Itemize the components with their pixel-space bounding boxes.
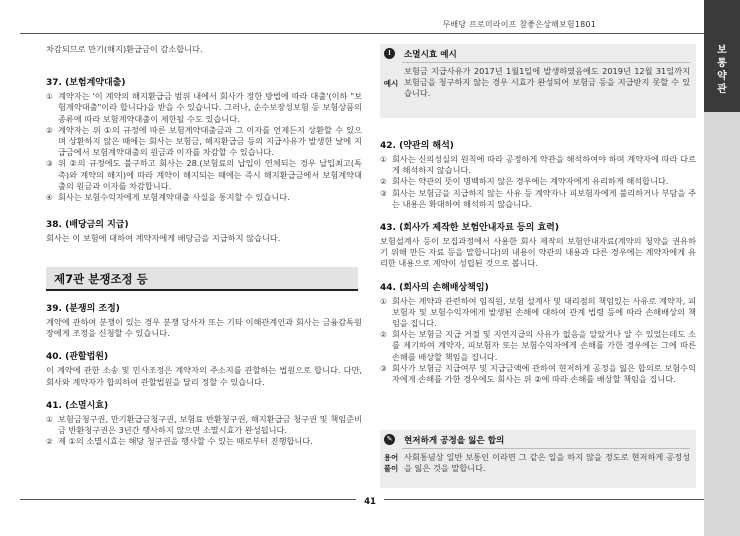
chapter-heading bbox=[46, 267, 358, 291]
page-header bbox=[20, 14, 704, 34]
side-margin-bar bbox=[704, 112, 740, 536]
article-title: 44. (회사의 손해배상책임) bbox=[380, 282, 489, 293]
intro-text: 차감되므로 만기(해지)환급금이 감소합니다. bbox=[46, 44, 203, 54]
clause: ③ 회사는 보험금을 지급하지 않는 사유 등 계약자나 피보험자에게 불리하거나 부담을 주는 내용은 확대하여 해석하지 않습니다. bbox=[380, 187, 696, 209]
clause: ③ 위 ②의 규정에도 불구하고 회사는 28.(보험료의 납입이 연체되는 경우 납입최고(독촉)와 계약의 해지)에 따라 계약이 해지되는 때에는 즉시 해지환급금에서 보험계약대출의 원금과 이자를 차감합니다. bbox=[46, 158, 362, 191]
section-tab-label: 보 통 약 관 bbox=[717, 45, 727, 95]
article-text: 회사는 이 보험에 대하여 계약자에게 배당금을 지급하지 않습니다. bbox=[46, 233, 281, 244]
clause: ① 보험금청구권, 만기환급금청구권, 보험료 반환청구권, 해지환급금 청구권 및 책임준비금 반환청구권은 3년간 행사하지 않으면 소멸시효가 완성됩니다. bbox=[46, 413, 362, 436]
pencil-icon: ✎ bbox=[384, 434, 395, 445]
article-38 bbox=[46, 217, 362, 244]
article-text: 보험설계사 등이 모집과정에서 사용한 회사 제작의 보험안내자료(계약의 청약을 권유하기 위해 만든 자료 등을 말합니다)의 내용이 약관의 내용과 다른 경우에는 계약자에게 유리한 내용으로 계약이 성립된 것으로 봅니다. bbox=[380, 236, 696, 269]
box-divider bbox=[402, 62, 690, 63]
article-title: 43. (회사가 제작한 보험안내자료 등의 효력) bbox=[380, 223, 559, 234]
box-text: 사회통념상 일반 보통인 이라면 그 같은 일을 하지 않을 정도로 현저하게 공정성을 잃은 것을 말합니다. bbox=[404, 452, 690, 474]
clause: ① 계약자는 '이 계약의 해지환급금 범위 내에서 회사가 정한 방법에 따라 대출'(이하 "보험계약대출"이라 합니다)을 받을 수 있습니다. 그러나, 순수보장성보험 등 보험상품의 종류에 따라 보험계약대출이 제한될 수도 있습니다. bbox=[46, 91, 362, 124]
article-title: 39. (분쟁의 조정) bbox=[46, 304, 120, 314]
term-box bbox=[380, 430, 696, 488]
article-39 bbox=[46, 301, 362, 339]
article-title: 37. (보험계약대출) bbox=[46, 78, 126, 89]
article-title: 38. (배당금의 지급) bbox=[46, 220, 129, 231]
article-title: 40. (관할법원) bbox=[46, 352, 109, 363]
left-column bbox=[46, 44, 362, 244]
example-label: 예시 bbox=[383, 79, 399, 88]
section-tab[interactable] bbox=[704, 0, 740, 112]
article-40 bbox=[46, 349, 362, 387]
clause: ④ 회사는 보험수익자에게 보험계약대출 사실을 통지할 수 있습니다. bbox=[46, 192, 290, 203]
alert-icon: ! bbox=[384, 48, 395, 59]
page-number: 41 bbox=[356, 494, 384, 510]
article-44 bbox=[380, 280, 696, 386]
clause: ① 회사는 신의성실의 원칙에 따라 공정하게 약관을 해석하여야 하며 계약자에 따라 다르게 해석하지 않습니다. bbox=[380, 154, 696, 176]
article-42 bbox=[380, 138, 696, 210]
clause: ② 제 ①의 소멸시효는 해당 청구권을 행사할 수 있는 때로부터 진행합니다. bbox=[46, 436, 313, 447]
article-text: 이 계약에 관한 소송 및 민사조정은 계약자의 주소지를 관할하는 법원으로 합니다. 다만, 회사와 계약자가 합의하여 관할법원을 달리 정할 수 있습니다. bbox=[46, 365, 362, 387]
clause: ② 계약자는 위 ①의 규정에 따른 보험계약대출금과 그 이자를 언제든지 상환할 수 있으며 상환하지 않은 때에는 회사는 보험금, 해지환급금 등의 지급사유가 발생한 날에 지급금에서 보험계약대출의 원금과 이자를 차감할 수 있습니다. bbox=[46, 124, 362, 158]
right-column bbox=[380, 138, 696, 385]
clause: ③ 회사가 보험금 지급여부 및 지급금액에 관하여 현저하게 공정을 잃은 합의로 보험수익자에게 손해를 가한 경우에도 회사는 위 ②에 따라 손해를 배상할 책임을 집니다. bbox=[380, 362, 696, 385]
box-divider bbox=[402, 448, 690, 449]
article-text: 계약에 관하여 분쟁이 있는 경우 분쟁 당사자 또는 기타 이해관계인과 회사는 금융감독원장에게 조정을 신청할 수 있습니다. bbox=[46, 317, 362, 339]
clause: ② 회사는 약관의 뜻이 명백하지 않은 경우에는 계약자에게 유리하게 해석합니다. bbox=[380, 176, 669, 187]
box-text: 보험금 지급사유가 2017년 1월1일에 발생하였음에도 2019년 12월 31일까지 보험금을 청구하지 않는 경우 시효가 완성되어 보험금 등을 지급받지 못할 수 있습니다. bbox=[404, 66, 690, 99]
article-title: 42. (약관의 해석) bbox=[380, 141, 454, 151]
chapter-title: 제7관 분쟁조정 등 bbox=[54, 272, 148, 286]
example-box bbox=[380, 44, 696, 118]
clause: ② 회사는 보험금 지급 거절 및 지연지급의 사유가 없음을 알았거나 알 수 있었는데도 소를 제기하여 계약자, 피보험자 또는 보험수익자에게 손해를 가한 경우에는 그에 따른 손해를 배상할 책임을 집니다. bbox=[380, 329, 696, 362]
article-37 bbox=[46, 75, 362, 203]
article-title: 41. (소멸시효) bbox=[46, 400, 109, 411]
article-43 bbox=[380, 220, 696, 270]
document-title: 무배당 프로미라이프 참좋은상해보험1801 bbox=[442, 20, 596, 29]
article-41 bbox=[46, 398, 362, 448]
term-label: 용어 풀이 bbox=[383, 453, 399, 473]
box-title: 소멸시효 예시 bbox=[404, 50, 457, 60]
box-title: 현저하게 공정을 잃은 합의 bbox=[404, 436, 505, 446]
clause: ① 회사는 계약과 관련하여 임직원, 보험 설계사 및 대리점의 책임있는 사유로 계약자, 피보험자 및 보험수익자에게 발생된 손해에 대하여 관계 법령 등에 따라 손해배상의 책임을 집니다. bbox=[380, 295, 696, 329]
left-column-lower bbox=[46, 301, 362, 447]
